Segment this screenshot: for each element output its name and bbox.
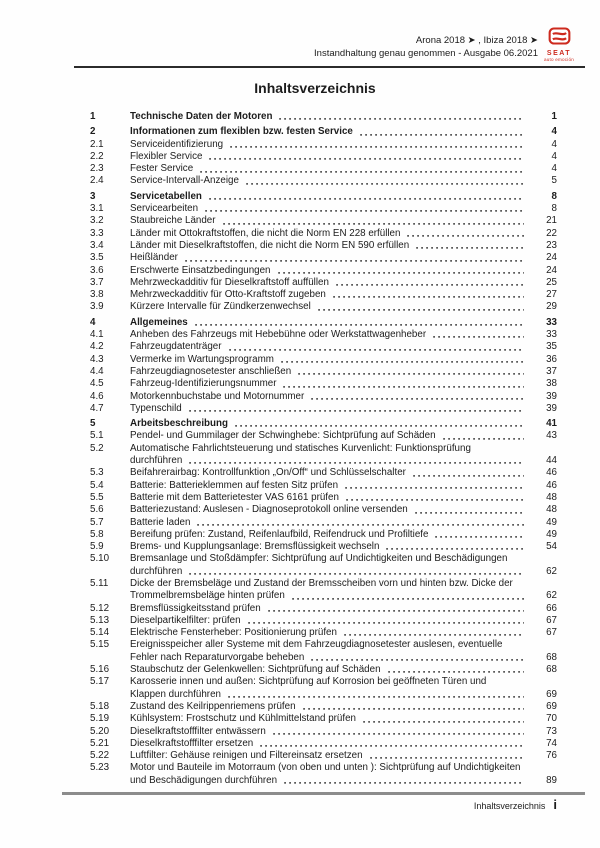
toc-entry-title: Mehrzweckadditiv für Dieselkraftstoff auffüllen: [130, 276, 329, 288]
seat-tagline-text: auto emoción: [544, 57, 574, 62]
toc-leader-dots: [407, 228, 524, 240]
toc-entry: [90, 750, 557, 762]
toc-entry-number: 5.7: [90, 516, 104, 528]
toc-entry-title: Automatische Fahrlichtsteuerung und statisches Kurvenlicht: Funktionsprüfung: [130, 442, 471, 454]
toc-entry-page: 69: [546, 688, 557, 700]
toc-entry-title: Fahrzeugdiagnosetester anschließen: [130, 365, 292, 377]
toc-entry-number: 3.2: [90, 215, 104, 227]
toc-entry: [90, 366, 557, 378]
toc-entry-title: Typenschild: [130, 402, 182, 414]
toc-entry: [90, 354, 557, 366]
toc-leader-dots: [311, 391, 524, 403]
toc-entry-page: 5: [551, 175, 557, 187]
toc-entry: [90, 492, 557, 504]
toc-entry: [90, 566, 557, 578]
toc-entry-number: 3.6: [90, 264, 104, 276]
page-title: Inhaltsverzeichnis: [254, 80, 376, 96]
toc-entry: [90, 553, 557, 565]
toc-entry-title: Ereignisspeicher aller Systeme mit dem Fahrzeugdiagnosetester auslesen, eventuelle: [130, 639, 503, 651]
toc-entry-number: 5.12: [90, 602, 110, 614]
toc-entry-title: Pendel- und Gummilager der Schwinghebe: Sichtprüfung auf Schäden: [130, 430, 436, 442]
toc-entry: [90, 329, 557, 341]
toc-entry-page: 49: [546, 516, 557, 528]
seat-brand-text: SEAT: [546, 50, 572, 57]
toc-leader-dots: [209, 191, 524, 203]
toc-entry-number: 5.4: [90, 479, 104, 491]
toc-entry: [90, 215, 557, 227]
toc-entry-title: Länder mit Dieselkraftstoffen, die nicht die Norm EN 590 erfüllen: [130, 239, 410, 251]
toc-entry: [90, 378, 557, 390]
toc-entry-title: Dicke der Bremsbeläge und Zustand der Bremsscheiben vorn und hinten bzw. Dicke der: [130, 577, 513, 589]
toc-entry-page: 74: [546, 737, 557, 749]
toc-entry: [90, 689, 557, 701]
toc-entry-page: 4: [551, 126, 557, 138]
toc-leader-dots: [205, 203, 524, 215]
toc-entry-number: 5.23: [90, 762, 110, 774]
toc-entry-page: 8: [551, 203, 557, 215]
toc-entry: [90, 175, 557, 187]
toc-entry: [90, 603, 557, 615]
toc-entry-title: Vermerke im Wartungsprogramm: [130, 353, 274, 365]
toc-leader-dots: [189, 566, 524, 578]
toc-entry-number: 1: [90, 111, 96, 122]
toc-entry-title: Motorkennbuchstabe und Motornummer: [130, 390, 305, 402]
toc-entry-number: 5.17: [90, 676, 110, 688]
toc-entry: [90, 265, 557, 277]
toc-entry-title: Fehler nach Reparaturvorgabe beheben: [130, 651, 305, 663]
toc-leader-dots: [197, 517, 524, 529]
toc-entry-number: 2.1: [90, 138, 104, 150]
toc-entry: [90, 163, 557, 175]
toc-entry-number: 5.6: [90, 504, 104, 516]
toc-entry-number: 3.7: [90, 276, 104, 288]
toc-entry-title: Zustand des Keilrippenriemens prüfen: [130, 700, 296, 712]
toc-entry-page: 69: [546, 700, 557, 712]
toc-entry-page: 46: [546, 479, 557, 491]
toc-entry-number: 4.3: [90, 353, 104, 365]
toc-entry: [90, 289, 557, 301]
toc-leader-dots: [360, 126, 524, 138]
toc-entry: [90, 111, 557, 123]
toc-entry-number: 4: [90, 316, 96, 328]
toc-entry-title: Dieselkraftstofffilter entwässern: [130, 725, 266, 737]
toc-entry: [90, 775, 557, 787]
toc-entry: [90, 639, 557, 651]
toc-entry-page: 49: [546, 528, 557, 540]
toc-entry-number: 3.5: [90, 252, 104, 264]
toc-entry-page: 38: [546, 378, 557, 390]
toc-entry-number: 3.9: [90, 301, 104, 313]
toc-entry-number: 5.21: [90, 737, 110, 749]
toc-entry-page: 24: [546, 252, 557, 264]
toc-leader-dots: [386, 541, 524, 553]
toc-entry-page: 27: [546, 289, 557, 301]
toc-entry-number: 2.2: [90, 150, 104, 162]
toc-entry-number: 5.11: [90, 577, 109, 589]
toc-entry-page: 68: [546, 651, 557, 663]
toc-entry: [90, 301, 557, 313]
toc-leader-dots: [279, 111, 524, 123]
toc-entry-number: 5.22: [90, 750, 110, 762]
toc-entry-title: Kürzere Intervalle für Zündkerzenwechsel: [130, 301, 311, 313]
toc-leader-dots: [200, 163, 524, 175]
toc-entry-title: Allgemeines: [130, 316, 188, 328]
toc-entry: [90, 762, 557, 774]
toc-entry-title: Mehrzweckadditiv für Otto-Kraftstoff zugeben: [130, 289, 326, 301]
toc-leader-dots: [268, 603, 524, 615]
toc-leader-dots: [311, 652, 524, 664]
seat-s-emblem-icon: [548, 32, 571, 49]
toc-entry-number: 5: [90, 418, 96, 430]
toc-entry-page: 67: [546, 627, 557, 639]
footer-section-label: Inhaltsverzeichnis: [473, 801, 546, 811]
toc-entry: [90, 713, 557, 725]
toc-leader-dots: [228, 689, 524, 701]
toc-entry: [90, 590, 557, 602]
toc-entry-page: 23: [546, 239, 557, 251]
toc-entry-title: Dieselkraftstofffilter ersetzen: [130, 737, 254, 749]
header-subtitle-line: Instandhaltung genau genommen - Ausgabe 06.2021: [314, 48, 538, 59]
toc-entry-number: 5.18: [90, 700, 110, 712]
toc-entry: [90, 317, 557, 329]
toc-entry: [90, 726, 557, 738]
toc-entry: [90, 430, 557, 442]
toc-entry-title: und Beschädigungen durchführen: [130, 774, 278, 786]
toc-entry-title: Luftfilter: Gehäuse reinigen und Filtereinsatz ersetzen: [130, 750, 363, 762]
toc-leader-dots: [416, 240, 524, 252]
toc-entry-number: 5.2: [90, 442, 104, 454]
toc-leader-dots: [229, 341, 525, 353]
toc-entry-number: 5.19: [90, 713, 110, 725]
toc-entry-page: 36: [546, 353, 557, 365]
toc-entry-title: Batterie mit dem Batterietester VAS 6161 prüfen: [130, 491, 339, 503]
toc-entry-number: 5.3: [90, 467, 104, 479]
toc-entry: [90, 418, 557, 430]
toc-entry-number: 5.1: [90, 430, 104, 442]
toc-entry-title: Erschwerte Einsatzbedingungen: [130, 264, 271, 276]
toc-entry-page: 37: [546, 365, 557, 377]
toc-entry: [90, 529, 557, 541]
toc-entry-number: 4.2: [90, 341, 104, 353]
toc-leader-dots: [413, 467, 524, 479]
toc-leader-dots: [318, 301, 524, 313]
toc-leader-dots: [345, 480, 524, 492]
toc-entry-title: Länder mit Ottokraftstoffen, die nicht die Norm EN 228 erfüllen: [130, 227, 401, 239]
toc-entry: [90, 615, 557, 627]
toc-entry-title: Anheben des Fahrzeugs mit Hebebühne oder Werkstattwagenheber: [130, 329, 427, 341]
toc-leader-dots: [415, 504, 524, 516]
toc-entry-page: 41: [546, 418, 557, 430]
toc-entry-title: Kühlsystem: Frostschutz und Kühlmittelstand prüfen: [130, 713, 356, 725]
toc-entry-title: Trommelbremsbeläge hinten prüfen: [130, 590, 285, 602]
toc-entry-page: 62: [546, 565, 557, 577]
toc-entry-number: 2.3: [90, 163, 104, 175]
toc-entry: [90, 738, 557, 750]
toc-leader-dots: [346, 492, 524, 504]
toc-entry-number: 4.5: [90, 378, 104, 390]
toc-entry: [90, 627, 557, 639]
toc-entry-title: Fester Service: [130, 163, 194, 175]
toc-entry: [90, 480, 557, 492]
toc-entry-title: Informationen zum flexiblen bzw. festen Service: [130, 126, 353, 138]
toc-entry-number: 4.1: [90, 329, 104, 341]
toc-entry: [90, 391, 557, 403]
toc-entry-number: 3: [90, 190, 96, 202]
toc-entry-number: 5.20: [90, 725, 110, 737]
toc-entry-page: 8: [551, 190, 557, 202]
toc-entry-page: 66: [546, 602, 557, 614]
toc-leader-dots: [195, 317, 524, 329]
toc-entry-page: 24: [546, 264, 557, 276]
toc-leader-dots: [433, 329, 524, 341]
toc-leader-dots: [435, 529, 524, 541]
toc-entry-page: 67: [546, 614, 557, 626]
toc-entry-number: 5.5: [90, 491, 104, 503]
toc-entry-number: 4.4: [90, 365, 104, 377]
toc-entry-title: Batterie: Batterieklemmen auf festen Sitz prüfen: [130, 479, 339, 491]
toc-entry-number: 3.8: [90, 289, 104, 301]
toc-leader-dots: [185, 252, 524, 264]
toc-entry-title: Beifahrerairbag: Kontrollfunktion „On/Off“ und Schlüsselschalter: [130, 467, 406, 479]
toc-entry-title: Karosserie innen und außen: Sichtprüfung auf Korrosion bei geöffneten Türen und: [130, 676, 487, 688]
toc-entry-page: 44: [546, 455, 557, 467]
toc-leader-dots: [260, 738, 524, 750]
toc-entry-title: Technische Daten der Motoren: [130, 111, 273, 122]
toc-entry-title: Bereifung prüfen: Zustand, Reifenlaufbild, Reifendruck und Profiltiefe: [130, 528, 429, 540]
toc-entry: [90, 701, 557, 713]
toc-entry-page: 39: [546, 390, 557, 402]
toc-leader-dots: [333, 289, 524, 301]
page-footer: [474, 797, 557, 812]
toc-list: [90, 108, 557, 787]
toc-entry-number: 3.1: [90, 203, 104, 215]
toc-entry-page: 89: [546, 774, 557, 786]
toc-entry-title: Dieselpartikelfilter: prüfen: [130, 614, 241, 626]
toc-leader-dots: [189, 403, 524, 415]
toc-entry-page: 43: [546, 430, 557, 442]
header-models-line: Arona 2018 ➤ , Ibiza 2018 ➤: [415, 35, 538, 46]
toc-entry: [90, 139, 557, 151]
toc-entry-title: Elektrische Fensterheber: Positionierung prüfen: [130, 627, 337, 639]
seat-logo: [543, 27, 575, 63]
toc-entry-number: 5.9: [90, 541, 104, 553]
toc-entry-page: 25: [546, 276, 557, 288]
toc-entry-title: Fahrzeugdatenträger: [130, 341, 222, 353]
toc-entry-page: 33: [546, 316, 557, 328]
toc-entry-page: 39: [546, 402, 557, 414]
toc-leader-dots: [443, 430, 524, 442]
toc-entry-page: 76: [546, 750, 557, 762]
toc-entry-title: Bremsanlage und Stoßdämpfer: Sichtprüfung auf Undichtigkeiten und Beschädigungen: [130, 553, 508, 565]
toc-entry: [90, 403, 557, 415]
toc-entry-title: Servicearbeiten: [130, 203, 199, 215]
toc-entry-page: 33: [546, 329, 557, 341]
toc-entry-number: 5.13: [90, 614, 110, 626]
toc-leader-dots: [370, 750, 524, 762]
toc-entry: [90, 252, 557, 264]
toc-entry-number: 2: [90, 126, 96, 138]
footer-page-number: i: [553, 797, 557, 812]
toc-entry-title: Service-Intervall-Anzeige: [130, 175, 239, 187]
toc-entry-title: Staubschutz der Gelenkwellen: Sichtprüfung auf Schäden: [130, 664, 381, 676]
toc-entry: [90, 341, 557, 353]
toc-entry: [90, 504, 557, 516]
toc-entry: [90, 676, 557, 688]
toc-entry-number: 2.4: [90, 175, 104, 187]
toc-entry-page: 4: [551, 150, 557, 162]
toc-entry-title: Flexibler Service: [130, 150, 203, 162]
toc-entry: [90, 652, 557, 664]
toc-entry-page: 4: [551, 163, 557, 175]
toc-entry: [90, 664, 557, 676]
toc-entry-page: 1: [551, 111, 557, 122]
toc-entry-title: Batterie laden: [130, 516, 191, 528]
toc-entry-page: 62: [546, 590, 557, 602]
toc-entry: [90, 191, 557, 203]
toc-entry: [90, 578, 557, 590]
toc-entry: [90, 541, 557, 553]
toc-leader-dots: [189, 455, 524, 467]
toc-entry-page: 54: [546, 541, 557, 553]
footer-divider: [62, 792, 585, 795]
toc-entry-title: Servicetabellen: [130, 190, 202, 202]
toc-leader-dots: [230, 139, 524, 151]
toc-entry-page: 22: [546, 227, 557, 239]
toc-entry: [90, 443, 557, 455]
toc-leader-dots: [223, 215, 524, 227]
toc-entry: [90, 151, 557, 163]
toc-leader-dots: [292, 590, 524, 602]
toc-entry-number: 5.15: [90, 639, 110, 651]
toc-entry-page: 48: [546, 504, 557, 516]
toc-entry-title: durchführen: [130, 455, 183, 467]
toc-entry-number: 3.3: [90, 227, 104, 239]
toc-entry-page: 48: [546, 491, 557, 503]
toc-leader-dots: [388, 664, 524, 676]
page-header: [314, 34, 538, 60]
toc-entry-number: 3.4: [90, 239, 104, 251]
toc-entry-title: Fahrzeug-Identifizierungsnummer: [130, 378, 277, 390]
toc-leader-dots: [344, 627, 524, 639]
toc-entry-number: 5.16: [90, 664, 110, 676]
toc-leader-dots: [235, 418, 524, 430]
toc-entry-page: 68: [546, 664, 557, 676]
toc-entry-title: Heißländer: [130, 252, 178, 264]
toc-entry-page: 46: [546, 467, 557, 479]
toc-entry: [90, 467, 557, 479]
toc-entry-title: Staubreiche Länder: [130, 215, 216, 227]
toc-entry-page: 73: [546, 725, 557, 737]
toc-entry-page: 29: [546, 301, 557, 313]
toc-entry-number: 4.7: [90, 402, 104, 414]
toc-entry-number: 4.6: [90, 390, 104, 402]
toc-leader-dots: [284, 775, 524, 787]
toc-leader-dots: [363, 713, 524, 725]
toc-leader-dots: [303, 701, 524, 713]
toc-entry: [90, 455, 557, 467]
toc-leader-dots: [283, 378, 524, 390]
toc-entry: [90, 517, 557, 529]
toc-leader-dots: [248, 615, 524, 627]
toc-entry-number: 5.8: [90, 528, 104, 540]
toc-entry-number: 5.10: [90, 553, 110, 565]
toc-leader-dots: [209, 151, 524, 163]
toc-entry-title: Motor und Bauteile im Motorraum (von oben und unten ): Sichtprüfung auf Undichtigkeiten: [130, 762, 521, 774]
toc-leader-dots: [298, 366, 524, 378]
toc-entry-page: 4: [551, 138, 557, 150]
toc-entry-page: 35: [546, 341, 557, 353]
header-divider: [74, 66, 585, 68]
toc-leader-dots: [336, 277, 524, 289]
toc-leader-dots: [273, 726, 524, 738]
toc-entry: [90, 228, 557, 240]
toc-entry: [90, 203, 557, 215]
toc-entry-title: Batteriezustand: Auslesen - Diagnoseprotokoll online versenden: [130, 504, 408, 516]
toc-entry-title: Serviceidentifizierung: [130, 138, 224, 150]
toc-leader-dots: [281, 354, 524, 366]
toc-entry-number: 5.14: [90, 627, 110, 639]
toc-entry: [90, 240, 557, 252]
toc-entry: [90, 126, 557, 138]
toc-entry-title: Brems- und Kupplungsanlage: Bremsflüssigkeit wechseln: [130, 541, 380, 553]
toc-entry-title: Bremsflüssigkeitsstand prüfen: [130, 602, 261, 614]
toc-entry-title: Arbeitsbeschreibung: [130, 418, 228, 430]
toc-leader-dots: [278, 265, 524, 277]
toc-leader-dots: [246, 175, 524, 187]
toc-entry-page: 21: [546, 215, 557, 227]
toc-entry-title: durchführen: [130, 565, 183, 577]
toc-entry: [90, 277, 557, 289]
toc-entry-title: Klappen durchführen: [130, 688, 221, 700]
toc-entry-page: 70: [546, 713, 557, 725]
